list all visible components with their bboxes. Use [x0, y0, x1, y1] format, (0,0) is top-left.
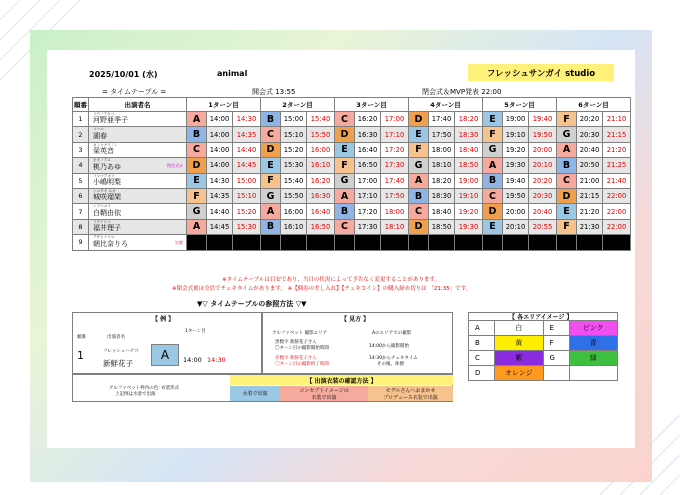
turn-end-time: 21:10: [603, 112, 631, 127]
view-red-num: 赤数字 新鮮花子さん: [275, 356, 317, 361]
turn-area-letter: D: [409, 219, 429, 234]
col-turn-6: 6ターン目: [557, 98, 631, 112]
area-key: B: [469, 336, 495, 351]
turn-area-letter: A: [483, 158, 503, 173]
costume-concept: [280, 386, 368, 401]
turn-end-time: 20:30: [529, 188, 557, 203]
turn-area-letter: C: [187, 142, 207, 157]
turn-start-time: 14:30: [207, 173, 233, 188]
area-empty: [569, 366, 618, 381]
absent-cell: [281, 235, 307, 250]
performer-order: 6: [73, 188, 89, 203]
turn-end-time: 20:20: [529, 173, 557, 188]
turn-area-letter: G: [483, 142, 503, 157]
turn-end-time: 15:30: [233, 219, 261, 234]
area-key: D: [469, 366, 495, 381]
turn-end-time: 19:10: [455, 188, 483, 203]
turn-area-letter: D: [187, 158, 207, 173]
performer-kana: カンナキリノン: [93, 142, 118, 147]
turn-start-time: 17:30: [355, 219, 381, 234]
turn-end-time: 20:00: [529, 142, 557, 157]
example-name: 新鮮花子: [103, 359, 133, 368]
turn-start-time: 15:00: [281, 112, 307, 127]
turn-start-time: 18:10: [429, 158, 455, 173]
performer-kana: コハル: [93, 127, 104, 132]
turn-end-time: 22:00: [603, 219, 631, 234]
turn-start-time: 15:30: [281, 158, 307, 173]
turn-area-letter: G: [187, 204, 207, 219]
performer-row: [73, 158, 631, 173]
costume-concept-line1: コンセプトイメージの: [299, 387, 349, 394]
turn-area-letter: D: [483, 204, 503, 219]
performer-order: 7: [73, 204, 89, 219]
turn-start-time: 20:30: [577, 127, 603, 142]
turn-start-time: 16:40: [355, 142, 381, 157]
turn-area-letter: F: [335, 158, 355, 173]
turn-end-time: 17:10: [381, 127, 409, 142]
area-color-swatch: 黄: [495, 336, 544, 351]
turn-area-letter: G: [409, 158, 429, 173]
absent-cell: [503, 235, 529, 250]
area-legend: [468, 320, 618, 381]
turn-area-letter: B: [409, 188, 429, 203]
performer-kana: シロサキ ルカ: [93, 188, 116, 193]
absent-cell: [207, 235, 233, 250]
turn-start-time: 19:40: [503, 173, 529, 188]
performer-kana: モモノアユ: [93, 158, 111, 163]
opening-time: 開会式 13:55: [252, 88, 296, 96]
performer-note: 欠席: [174, 240, 183, 246]
turn-area-letter: E: [557, 204, 577, 219]
turn-start-time: 19:50: [503, 188, 529, 203]
view-start-time: 〇ターン目の撮影開始時間: [275, 346, 329, 351]
turn-start-time: 16:20: [355, 112, 381, 127]
turn-end-time: 18:00: [381, 204, 409, 219]
turn-area-letter: C: [483, 188, 503, 203]
turn-start-time: 20:50: [577, 158, 603, 173]
example-start: 14:00: [183, 356, 202, 364]
turn-start-time: 14:00: [207, 158, 233, 173]
turn-area-letter: G: [261, 188, 281, 203]
turn-end-time: 17:50: [381, 188, 409, 203]
area-key: G: [543, 351, 569, 366]
performer-row: [73, 188, 631, 203]
area-empty: [543, 366, 569, 381]
col-performer: 出演者名: [89, 98, 187, 112]
turn-area-letter: A: [409, 173, 429, 188]
turn-area-letter: B: [335, 204, 355, 219]
closing-time: 閉会式＆MVP発表 22:00: [422, 88, 502, 96]
turn-end-time: 18:50: [455, 158, 483, 173]
turn-area-letter: C: [409, 204, 429, 219]
absent-cell: [529, 235, 557, 250]
turn-start-time: 15:20: [281, 142, 307, 157]
performer-order: 9: [73, 235, 89, 250]
absent-cell: [187, 235, 207, 250]
performer-row: [73, 142, 631, 157]
turn-start-time: 21:30: [577, 219, 603, 234]
turn-start-time: 19:10: [503, 127, 529, 142]
turn-area-letter: E: [409, 127, 429, 142]
costume-title: 【 出演衣装の確認方法 】: [230, 375, 453, 385]
turn-end-time: 19:20: [455, 204, 483, 219]
turn-end-time: 21:40: [603, 173, 631, 188]
turn-end-time: 15:00: [233, 173, 261, 188]
example-col-order: 順番: [77, 335, 86, 340]
turn-start-time: 17:10: [355, 188, 381, 203]
turn-end-time: 22:00: [603, 188, 631, 203]
area-key: C: [469, 351, 495, 366]
turn-area-letter: E: [261, 158, 281, 173]
turn-start-time: 21:20: [577, 204, 603, 219]
view-cheki-time: 14:30からチェキタイム: [369, 356, 418, 361]
area-row: [469, 321, 618, 336]
area-title: 【 各エリアイメージ 】: [509, 314, 573, 321]
turn-area-letter: B: [557, 158, 577, 173]
area-row: [469, 366, 618, 381]
example-col-performer: 出演者名: [107, 335, 125, 340]
performer-order: 2: [73, 127, 89, 142]
view-area-desc: Aのエリアでの撮影: [372, 331, 412, 336]
turn-area-letter: G: [335, 173, 355, 188]
turn-area-letter: G: [557, 127, 577, 142]
turn-end-time: 18:40: [455, 142, 483, 157]
turn-start-time: 14:40: [207, 204, 233, 219]
turn-end-time: 14:45: [233, 158, 261, 173]
turn-area-letter: F: [261, 173, 281, 188]
performer-name: 福井理子: [93, 224, 121, 233]
view-start-example: 14:00から撮影開始: [369, 344, 409, 349]
performer-name-cell: [89, 158, 187, 173]
timetable-label: = タイムテーブル =: [102, 88, 167, 96]
turn-end-time: 21:15: [603, 127, 631, 142]
performer-row: [73, 173, 631, 188]
event-date: 2025/10/01 (水): [89, 70, 158, 79]
performer-kana: コジマアカリ: [93, 173, 115, 178]
performer-name: 栞英音: [93, 147, 114, 156]
turn-end-time: 18:30: [455, 127, 483, 142]
example-letter: A: [151, 344, 179, 366]
col-turn-3: 3ターン目: [335, 98, 409, 112]
absent-cell: [233, 235, 261, 250]
area-color-swatch: 青: [569, 336, 618, 351]
costume-produce: [368, 386, 453, 401]
performer-order: 3: [73, 142, 89, 157]
turn-area-letter: D: [557, 188, 577, 203]
absent-cell: [335, 235, 355, 250]
absent-cell: [557, 235, 577, 250]
area-row: [469, 351, 618, 366]
turn-area-letter: D: [261, 142, 281, 157]
turn-start-time: 20:20: [577, 112, 603, 127]
performer-name: 白鞘由依: [93, 208, 121, 217]
turn-start-time: 16:50: [355, 158, 381, 173]
view-end-time: 〇ターン目の撮影終了時間: [275, 362, 329, 367]
example-col-turn: 1ターン目: [185, 329, 206, 334]
turn-area-letter: E: [335, 142, 355, 157]
example-kana: フレッシュハナコ: [103, 349, 139, 354]
absent-cell: [355, 235, 381, 250]
area-row: [469, 336, 618, 351]
timetable-sheet: [47, 50, 635, 448]
turn-area-letter: B: [483, 173, 503, 188]
turn-start-time: 16:00: [281, 204, 307, 219]
turn-end-time: 19:30: [455, 219, 483, 234]
performer-name: 城咲瑠架: [93, 193, 121, 202]
performer-kana: アサヒナリロ: [93, 235, 115, 240]
note-schedule-change: ※タイムテーブルは目安であり、当日の状況によって予告なく変更することがあります。: [222, 277, 440, 283]
performer-kana: コウノアキコ: [93, 112, 115, 116]
col-turn-2: 2ターン目: [261, 98, 335, 112]
turn-start-time: 14:00: [207, 112, 233, 127]
turn-start-time: 17:00: [355, 173, 381, 188]
turn-area-letter: A: [557, 142, 577, 157]
performer-order: 4: [73, 158, 89, 173]
turn-end-time: 20:10: [529, 158, 557, 173]
turn-area-letter: B: [187, 127, 207, 142]
performer-kana: フクイリコ: [93, 219, 111, 224]
turn-end-time: 19:40: [529, 112, 557, 127]
turn-area-letter: D: [335, 127, 355, 142]
area-color-swatch: オレンジ: [495, 366, 544, 381]
turn-area-letter: C: [557, 173, 577, 188]
absent-cell: [455, 235, 483, 250]
performer-note: 閉会式×: [166, 163, 183, 169]
turn-start-time: 18:40: [429, 204, 455, 219]
turn-area-letter: E: [187, 173, 207, 188]
view-alphabet: アルファベット 撮影エリア: [272, 331, 328, 336]
turn-area-letter: A: [261, 204, 281, 219]
turn-start-time: 18:00: [429, 142, 455, 157]
absent-cell: [577, 235, 603, 250]
example-end: 14:30: [207, 356, 226, 364]
absent-cell: [603, 235, 631, 250]
col-turn-1: 1ターン目: [187, 98, 261, 112]
turn-end-time: 17:30: [381, 158, 409, 173]
turn-start-time: 19:20: [503, 142, 529, 157]
absent-cell: [429, 235, 455, 250]
performer-kana: シラベユイ: [93, 204, 111, 209]
costume-produce-line2: プロデュース衣装で出演: [383, 394, 438, 401]
turn-area-letter: D: [409, 112, 429, 127]
performer-name: 桃乃あゆ: [93, 162, 121, 171]
view-black-num: 黒数字 新鮮花子さん: [275, 340, 317, 345]
turn-area-letter: E: [483, 112, 503, 127]
turn-area-letter: C: [335, 219, 355, 234]
turn-start-time: 17:20: [355, 204, 381, 219]
turn-area-letter: F: [409, 142, 429, 157]
turn-start-time: 14:45: [207, 219, 233, 234]
turn-start-time: 18:50: [429, 219, 455, 234]
turn-end-time: 16:30: [307, 188, 335, 203]
turn-end-time: 14:30: [233, 112, 261, 127]
turn-start-time: 14:00: [207, 142, 233, 157]
costume-swimsuit: 水着で出演: [230, 386, 280, 401]
costume-desc-1: アルファベット枠内の色: 衣装形式: [109, 386, 180, 391]
example-no: 1: [77, 349, 84, 362]
performer-row: [73, 235, 631, 250]
performer-row: [73, 112, 631, 127]
area-color-swatch: 紫: [495, 351, 544, 366]
turn-start-time: 20:40: [577, 142, 603, 157]
studio-brand: フレッシュサンガイ studio: [468, 64, 614, 81]
area-key: A: [469, 321, 495, 336]
turn-end-time: 21:20: [603, 142, 631, 157]
turn-start-time: 15:50: [281, 188, 307, 203]
performer-name-cell: [89, 235, 187, 250]
turn-end-time: 19:00: [455, 173, 483, 188]
turn-end-time: 17:20: [381, 142, 409, 157]
turn-area-letter: F: [187, 188, 207, 203]
turn-end-time: 14:40: [233, 142, 261, 157]
performer-order: 5: [73, 173, 89, 188]
col-turn-5: 5ターン目: [483, 98, 557, 112]
absent-cell: [261, 235, 281, 250]
performer-row: [73, 219, 631, 234]
turn-end-time: 16:00: [307, 142, 335, 157]
performer-name: 湖春: [93, 131, 107, 140]
performer-name-cell: [89, 112, 187, 127]
turn-end-time: 16:40: [307, 204, 335, 219]
turn-start-time: 20:10: [503, 219, 529, 234]
turn-area-letter: E: [483, 219, 503, 234]
turn-end-time: 15:20: [233, 204, 261, 219]
turn-start-time: 19:30: [503, 158, 529, 173]
absent-cell: [483, 235, 503, 250]
turn-area-letter: A: [187, 112, 207, 127]
turn-start-time: 21:15: [577, 188, 603, 203]
performer-order: 1: [73, 112, 89, 127]
absent-cell: [381, 235, 409, 250]
turn-start-time: 21:00: [577, 173, 603, 188]
turn-area-letter: F: [557, 219, 577, 234]
turn-end-time: 16:50: [307, 219, 335, 234]
absent-cell: [409, 235, 429, 250]
turn-start-time: 15:40: [281, 173, 307, 188]
turn-area-letter: F: [483, 127, 503, 142]
turn-end-time: 20:40: [529, 204, 557, 219]
costume-desc-2: 上記例は水着で出演: [115, 392, 156, 397]
area-key: E: [543, 321, 569, 336]
howto-title: ▼▽ タイムテーブルの参照方法 ▽▼: [197, 300, 307, 308]
turn-start-time: 16:30: [355, 127, 381, 142]
turn-start-time: 14:35: [207, 188, 233, 203]
absent-cell: [307, 235, 335, 250]
performer-name: 河野亜季子: [93, 116, 128, 125]
turn-start-time: 15:10: [281, 127, 307, 142]
performer-name-cell: [89, 204, 187, 219]
turn-area-letter: A: [335, 188, 355, 203]
turn-end-time: 16:20: [307, 173, 335, 188]
area-color-swatch: ピンク: [569, 321, 618, 336]
view-title: 【 見方 】: [341, 316, 370, 323]
turn-area-letter: A: [187, 219, 207, 234]
turn-end-time: 14:35: [233, 127, 261, 142]
turn-start-time: 16:10: [281, 219, 307, 234]
turn-start-time: 19:00: [503, 112, 529, 127]
turn-end-time: 15:10: [233, 188, 261, 203]
turn-start-time: 18:30: [429, 188, 455, 203]
turn-start-time: 17:40: [429, 112, 455, 127]
performer-name-cell: [89, 173, 187, 188]
area-color-swatch: 緑: [569, 351, 618, 366]
performer-name-cell: [89, 188, 187, 203]
turn-start-time: 20:00: [503, 204, 529, 219]
area-key: F: [543, 336, 569, 351]
turn-area-letter: C: [335, 112, 355, 127]
costume-produce-line1: モデルさんへおまかせ: [385, 387, 436, 394]
event-theme: animal: [217, 69, 248, 78]
performer-name: 小嶋明梨: [93, 177, 121, 186]
turn-end-time: 15:40: [307, 112, 335, 127]
performer-name-cell: [89, 142, 187, 157]
turn-start-time: 17:50: [429, 127, 455, 142]
note-cheki-deadline: ※閉会式後は全員でチェキタイムがあります。 ※【個券の差し入れ】【チェキコイン】の購入締め切りは 「21:35」です。: [172, 286, 472, 292]
turn-end-time: 20:55: [529, 219, 557, 234]
turn-area-letter: C: [261, 127, 281, 142]
area-color-swatch: 白: [495, 321, 544, 336]
turn-area-letter: F: [557, 112, 577, 127]
performer-order: 8: [73, 219, 89, 234]
turn-end-time: 22:00: [603, 204, 631, 219]
turn-area-letter: B: [261, 112, 281, 127]
turn-end-time: 18:20: [455, 112, 483, 127]
turn-end-time: 18:10: [381, 219, 409, 234]
performer-name-cell: [89, 127, 187, 142]
performer-name: 朝比奈りろ: [93, 239, 128, 248]
performer-name-cell: [89, 219, 187, 234]
turn-end-time: 19:50: [529, 127, 557, 142]
turn-end-time: 17:40: [381, 173, 409, 188]
performer-row: [73, 127, 631, 142]
turn-end-time: 21:25: [603, 158, 631, 173]
col-order: 順番: [73, 98, 89, 112]
turn-end-time: 17:00: [381, 112, 409, 127]
view-break: その後、休憩: [377, 362, 404, 367]
turn-start-time: 14:00: [207, 127, 233, 142]
performer-row: [73, 204, 631, 219]
costume-concept-line2: 衣装で出演: [311, 394, 337, 401]
timetable-grid: [72, 97, 631, 251]
turn-end-time: 16:10: [307, 158, 335, 173]
turn-area-letter: B: [261, 219, 281, 234]
turn-start-time: 18:20: [429, 173, 455, 188]
example-title: 【 例 】: [152, 316, 175, 323]
col-turn-4: 4ターン目: [409, 98, 483, 112]
turn-end-time: 15:50: [307, 127, 335, 142]
